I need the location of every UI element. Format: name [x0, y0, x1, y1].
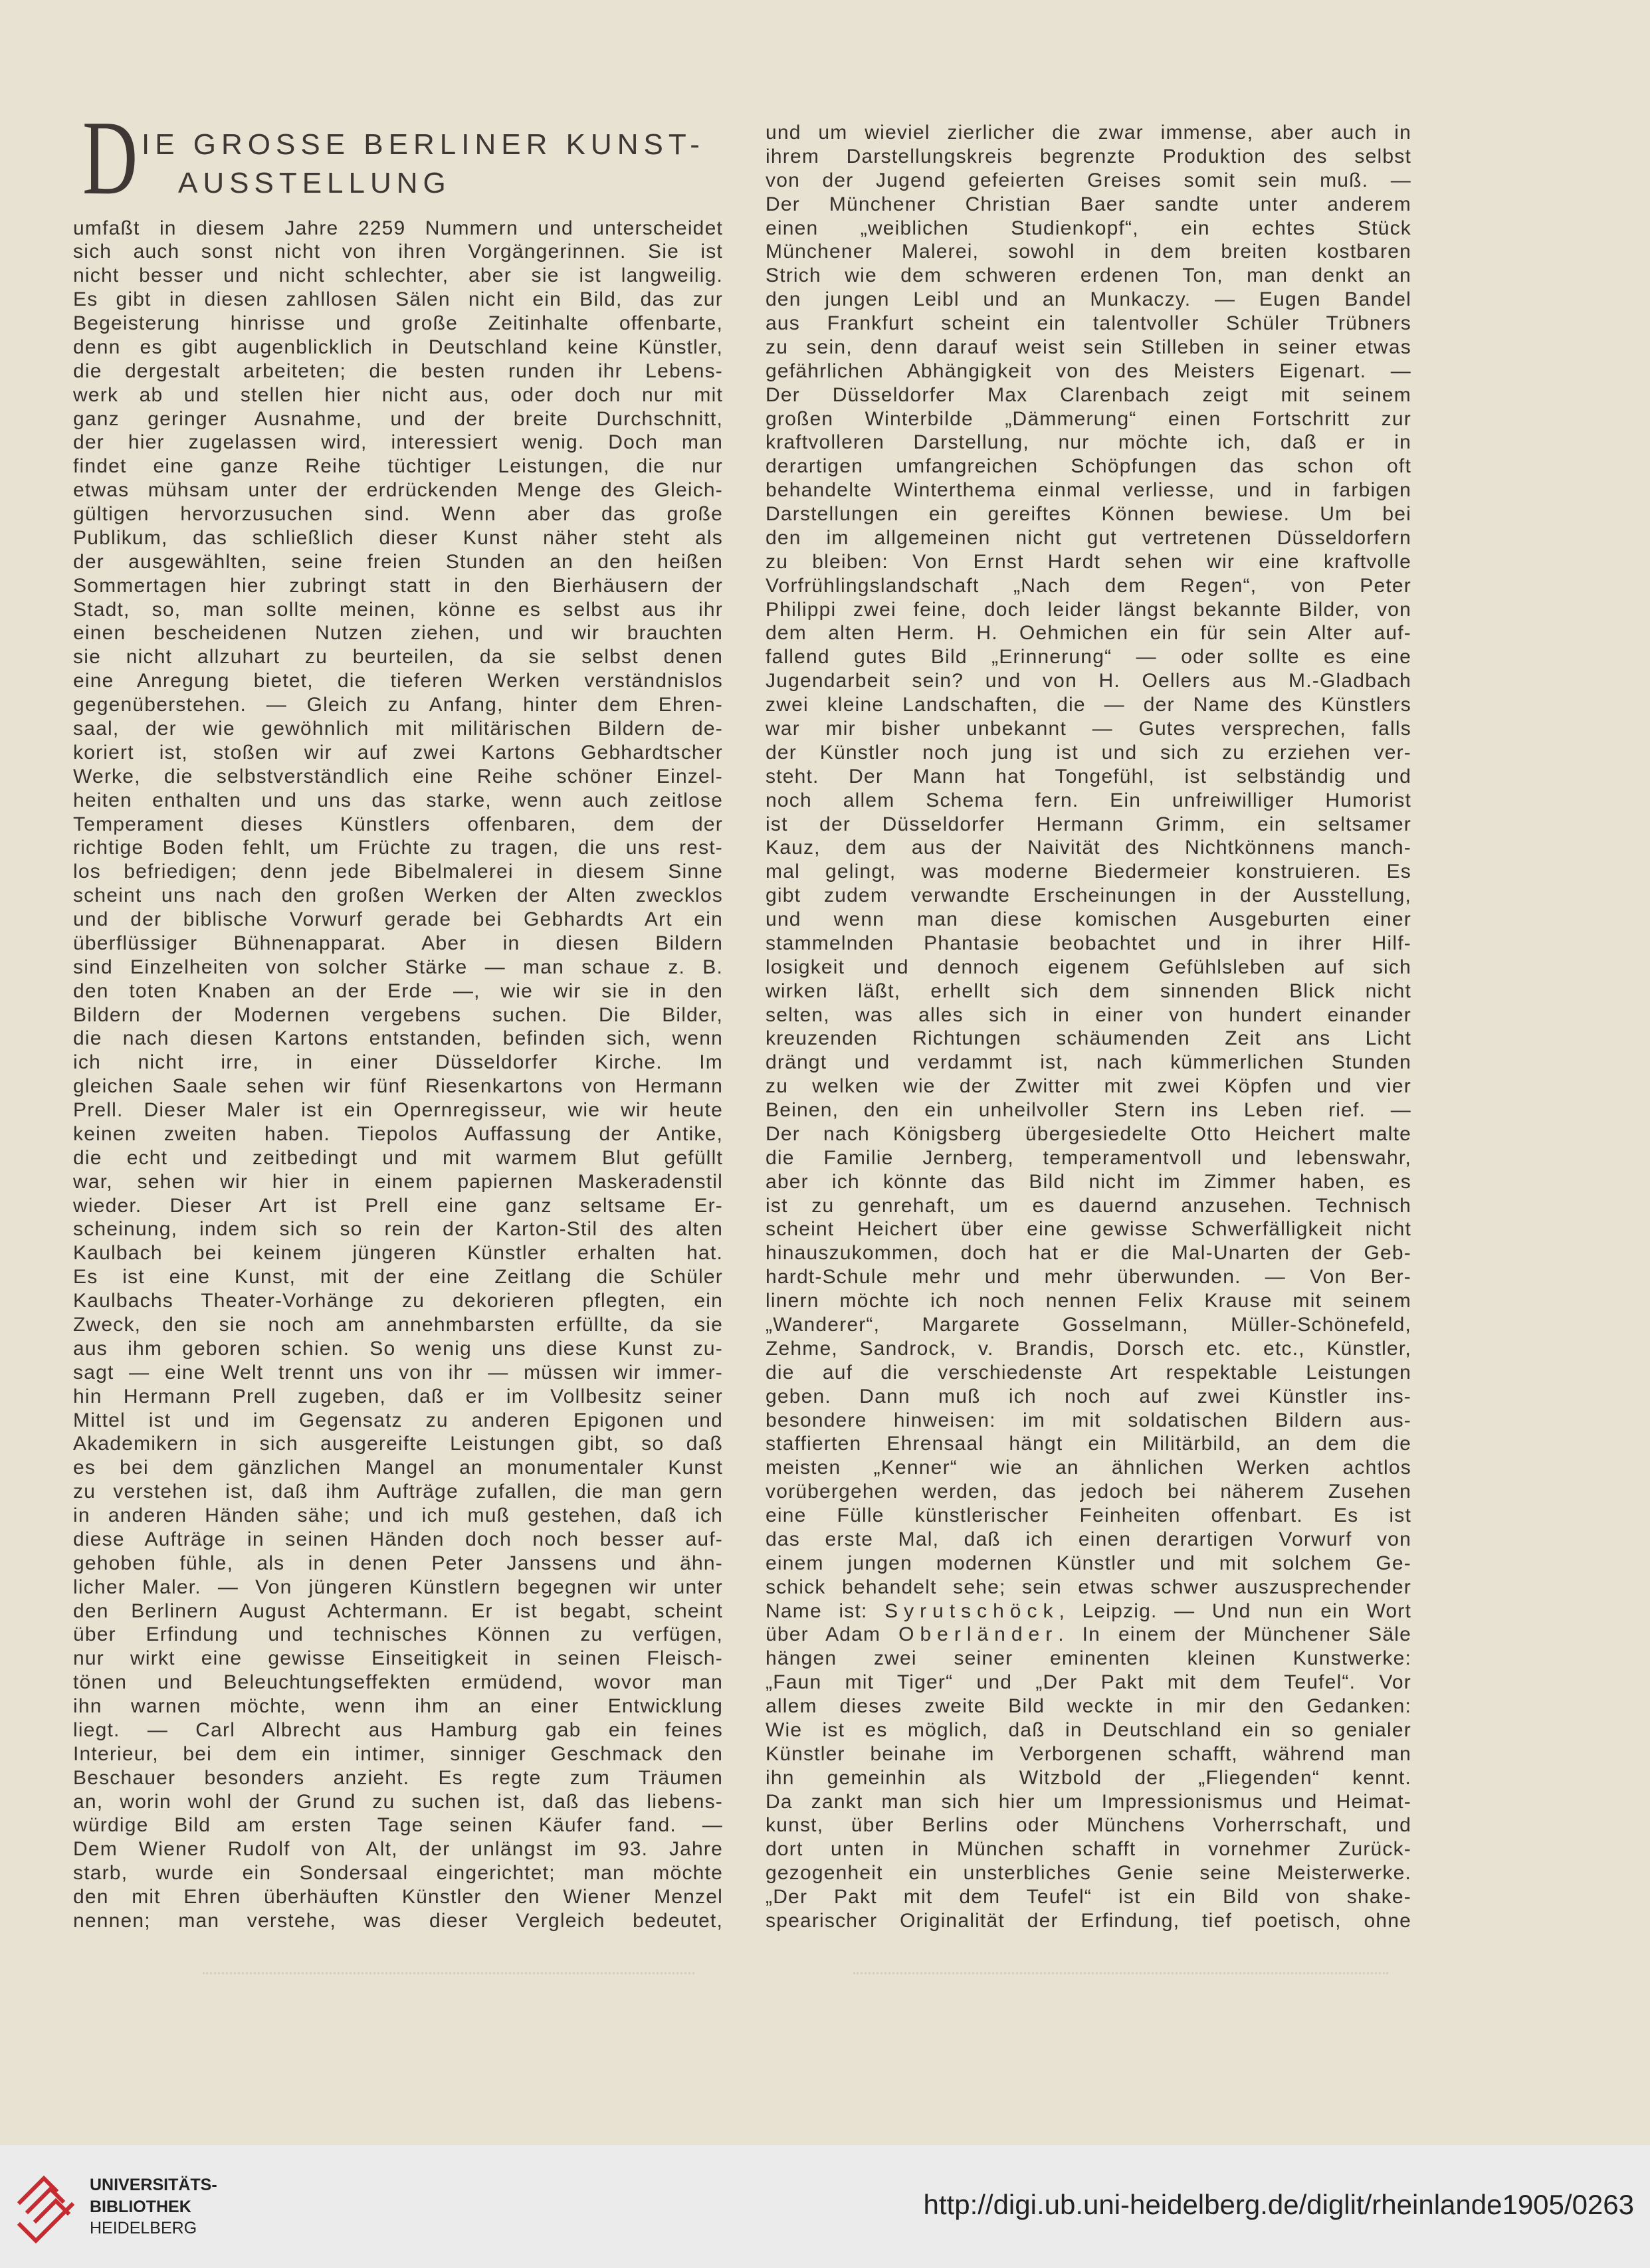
text-line [766, 1623, 1411, 1647]
text-line: Strich wie dem schweren erdenen Ton, man denkt an [766, 264, 1411, 287]
text-line: Da zankt man sich hier um Impressionismus und Heimat- [766, 1790, 1411, 1813]
text-line: über Erfindung und technisches Können zu verfügen, [73, 1623, 723, 1646]
library-name-line: HEIDELBERG [90, 2219, 197, 2237]
text-line: an, worin wohl der Grund zu suchen ist, daß das liebens- [73, 1790, 723, 1813]
text-segment: . In einem der Münchener Säle [1058, 1623, 1411, 1646]
text-line: Münchener Malerei, sowohl in dem breiten kostbaren [766, 241, 1411, 263]
text-line: gültigen hervorzusuchen sind. Wenn aber das große [73, 503, 723, 526]
text-segment: über Adam [766, 1623, 899, 1646]
text-line: die Familie Jernberg, temperamentvoll und lebenswahr, [766, 1146, 1411, 1169]
text-line: richtige Boden fehlt, um Früchte zu tragen, die uns rest- [73, 837, 723, 859]
text-line: aus Frankfurt scheint ein talentvoller Schüler Trübners [766, 312, 1411, 335]
text-line: Beschauer besonders anzieht. Es regte zum Träumen [73, 1766, 723, 1789]
text-line: Stadt, so, man sollte meinen, könne es selbst aus ihr [73, 598, 723, 621]
text-line: allem dieses zweite Bild weckte in mir den Gedanken: [766, 1695, 1411, 1718]
text-line: licher Maler. — Von jüngeren Künstlern begegnen wir unter [73, 1576, 723, 1598]
text-line: findet eine ganze Reihe tüchtiger Leistungen, die nur [73, 455, 723, 478]
text-line: Künstler beinahe im Verborgenen schafft, während man [766, 1742, 1411, 1765]
text-line: den jungen Leibl und an Munkaczy. — Eugen Bandel [766, 288, 1411, 311]
text-line: keinen zweiten haben. Tiepolos Auffassung der Antike, [73, 1122, 723, 1145]
text-line: gefährlichen Abhängigkeit von des Meisters Eigenart. — [766, 360, 1411, 382]
library-name [90, 2174, 217, 2239]
text-line: zu welken wie der Zwitter mit zwei Köpfen und vier [766, 1075, 1411, 1098]
text-line: Kaulbach bei keinem jüngeren Künstler erhalten hat. [73, 1242, 723, 1265]
text-segment: Name ist: [766, 1599, 885, 1622]
text-line: saal, der wie gewöhnlich mit militärischen Bildern de- [73, 717, 723, 740]
text-line: und der biblische Vorwurf gerade bei Gebhardts Art ein [73, 908, 723, 931]
right-text-column [766, 121, 1411, 1935]
library-name-line: BIBLIOTHEK [90, 2197, 191, 2216]
text-line [766, 1599, 1411, 1623]
text-line: dem alten Herm. H. Oehmichen ein für sein Alter auf- [766, 622, 1411, 645]
article-title-line-2: AUSSTELLUNG [178, 167, 451, 199]
text-line: selten, was alles sich in einer von hundert einander [766, 1003, 1411, 1026]
text-line: einem jungen modernen Künstler und mit solchem Ge- [766, 1552, 1411, 1574]
text-line: zu verstehen ist, daß ihm Aufträge zufallen, die man gern [73, 1481, 723, 1503]
text-line: koriert ist, stoßen wir auf zwei Kartons Gebhardtscher [73, 741, 723, 764]
text-line: scheinung, indem sich so rein der Karton-Stil des alten [73, 1218, 723, 1241]
text-line: meisten „Kenner“ wie an ähnlichen Werken achtlos [766, 1457, 1411, 1479]
text-line: die auf die verschiedenste Art respektable Leistungen [766, 1361, 1411, 1384]
text-line: Zehme, Sandrock, v. Brandis, Dorsch etc. etc., Künstler, [766, 1337, 1411, 1360]
text-line: überflüssiger Bühnenapparat. Aber in diesen Bildern [73, 932, 723, 954]
permalink-url[interactable]: http://digi.ub.uni-heidelberg.de/diglit/rheinlande1905/0263 [923, 2189, 1634, 2220]
text-line: geben. Dann muß ich noch auf zwei Künstler ins- [766, 1385, 1411, 1407]
text-line: war, sehen wir hier in einem papiernen Maskeradenstil [73, 1170, 723, 1193]
emphasized-name: Syrutschöck [884, 1599, 1059, 1622]
text-line: sich auch sonst nicht von ihren Vorgängerinnen. Sie ist [73, 241, 723, 263]
text-line: aber ich könnte das Bild nicht im Zimmer haben, es [766, 1170, 1411, 1193]
text-line: denn es gibt augenblicklich in Deutschland keine Künstler, [73, 336, 723, 358]
text-segment: , Leipzig. — Und nun ein Wort [1059, 1599, 1411, 1622]
text-line: und um wieviel zierlicher die zwar immense, aber auch in [766, 122, 1411, 144]
text-line: den im allgemeinen nicht gut vertretenen Düsseldorfern [766, 526, 1411, 549]
text-line: los befriedigen; denn jede Bibelmalerei in diesem Sinne [73, 861, 723, 883]
text-line: den toten Knaben an der Erde —, wie wir sie in den [73, 979, 723, 1002]
text-line: losigkeit und dennoch eigenem Gefühlsleben auf sich [766, 956, 1411, 978]
text-line: das erste Mal, daß ich einen derartigen Vorwurf von [766, 1528, 1411, 1550]
text-line: Prell. Dieser Maler ist ein Opernregisseur, wie wir heute [73, 1099, 723, 1122]
text-line: eine Anregung bietet, die tieferen Werken verständnislos [73, 670, 723, 692]
text-line: würdige Bild am ersten Tage seinen Käufer fand. — [73, 1814, 723, 1837]
text-line: diese Aufträge in seinen Händen doch noch besser auf- [73, 1528, 723, 1550]
text-line: Vorfrühlingslandschaft „Nach dem Regen“, von Peter [766, 574, 1411, 597]
text-line: großen Winterbilde „Dämmerung“ einen Fortschritt zur [766, 407, 1411, 430]
text-line: spearischer Originalität der Erfindung, tief poetisch, ohne [766, 1910, 1411, 1932]
text-line: fallend gutes Bild „Erinnerung“ — oder sollte es eine [766, 646, 1411, 669]
text-line: Wie ist es möglich, daß in Deutschland ein so genialer [766, 1718, 1411, 1741]
text-line: gegenüberstehen. — Gleich zu Anfang, hinter dem Ehren- [73, 694, 723, 716]
text-line: gehoben fühle, als in denen Peter Janssens und ähn- [73, 1552, 723, 1574]
text-line: Akademikern in sich ausgereifte Leistungen gibt, so daß [73, 1433, 723, 1455]
text-line: Mittel ist und im Gegensatz zu anderen Epigonen und [73, 1409, 723, 1431]
article-title-line-1: IE GROSSE BERLINER KUNST- [142, 128, 705, 161]
text-line: Kaulbachs Theater-Vorhänge zu dekorieren pflegten, ein [73, 1290, 723, 1312]
text-line: scheint uns nach den großen Werken der Alten zwecklos [73, 884, 723, 907]
text-line: hin Hermann Prell zugeben, daß er im Vollbesitz seiner [73, 1385, 723, 1407]
text-line: hinauszukommen, doch hat er die Mal-Unarten der Geb- [766, 1242, 1411, 1265]
text-line: Der Düsseldorfer Max Clarenbach zeigt mit seinem [766, 383, 1411, 406]
text-line: „Der Pakt mit dem Teufel“ ist ein Bild von shake- [766, 1886, 1411, 1908]
ub-heidelberg-logo-icon [15, 2165, 76, 2247]
text-line: kreuzenden Richtungen schäumenden Zeit ans Licht [766, 1027, 1411, 1050]
text-line: steht. Der Mann hat Tongefühl, ist selbständig und [766, 765, 1411, 787]
text-line: mal gelingt, was moderne Biedermeier konstruieren. Es [766, 861, 1411, 883]
text-line: linern möchte ich noch nennen Felix Krause mit seinem [766, 1290, 1411, 1312]
text-line: Jugendarbeit sein? und von H. Oellers aus M.-Gladbach [766, 670, 1411, 692]
text-line: ihn gemeinhin als Witzbold der „Fliegenden“ kennt. [766, 1766, 1411, 1789]
text-line: staffierten Ehrensaal hängt ein Militärbild, an dem die [766, 1433, 1411, 1455]
left-text-column [73, 217, 723, 1938]
text-line: „Wanderer“, Margarete Gosselmann, Müller-Schönefeld, [766, 1314, 1411, 1336]
text-line: der hier zugelassen wird, interessiert wenig. Doch man [73, 431, 723, 454]
text-line: ist zu genrehaft, um es dauernd anzusehen. Technisch [766, 1194, 1411, 1217]
text-line: in anderen Händen sähe; und ich muß gestehen, daß ich [73, 1504, 723, 1527]
text-line: aus ihm geboren schien. So wenig uns diese Kunst zu- [73, 1337, 723, 1360]
text-line: nennen; man verstehe, was dieser Vergleich bedeutet, [73, 1909, 723, 1932]
text-line: die dergestalt arbeiteten; die besten runden ihr Lebens- [73, 360, 723, 382]
text-line: liegt. — Carl Albrecht aus Hamburg gab ein feines [73, 1718, 723, 1741]
text-line: „Faun mit Tiger“ und „Der Pakt mit dem Teufel“. Vor [766, 1671, 1411, 1694]
text-line: zwei kleine Landschaften, die — der Name des Künstlers [766, 694, 1411, 716]
emphasized-name: Oberländer [898, 1623, 1059, 1646]
text-line: sagt — eine Welt trennt uns von ihr — müssen wir immer- [73, 1361, 723, 1384]
text-line: Dem Wiener Rudolf von Alt, der unlängst im 93. Jahre [73, 1838, 723, 1861]
text-line: den Berlinern August Achtermann. Er ist begabt, scheint [73, 1599, 723, 1622]
drop-cap: D [82, 98, 138, 217]
text-line: schick behandelt sehe; sein etwas schwer auszusprechender [766, 1576, 1411, 1598]
text-line: werk ab und stellen hier nicht aus, oder doch nur mit [73, 383, 723, 406]
text-line: Bildern der Modernen vergebens suchen. Die Bilder, [73, 1003, 723, 1026]
text-line: wirken läßt, erhellt sich dem sinnenden Blick nicht [766, 979, 1411, 1002]
text-line: besondere hinweisen: im mit soldatischen Bildern aus- [766, 1409, 1411, 1431]
text-line: Interieur, bei dem ein intimer, sinniger Geschmack den [73, 1742, 723, 1765]
text-line: Kauz, dem aus der Naivität des Nichtkönnens manch- [766, 837, 1411, 859]
text-line: ganz geringer Ausnahme, und der breite Durchschnitt, [73, 407, 723, 430]
text-line: behandelte Winterthema einmal verliesse, und in farbigen [766, 479, 1411, 502]
text-line: kraftvolleren Darstellung, nur möchte ich, daß er in [766, 431, 1411, 454]
text-line: hängen zwei seiner eminenten kleinen Kunstwerke: [766, 1647, 1411, 1670]
text-line: Publikum, das schließlich dieser Kunst näher steht als [73, 526, 723, 549]
text-line: sie nicht allzuhart zu beurteilen, da sie selbst denen [73, 646, 723, 669]
text-line: Es gibt in diesen zahllosen Sälen nicht ein Bild, das zur [73, 288, 723, 311]
text-line: kunst, über Berlins oder Münchens Vorherrschaft, und [766, 1814, 1411, 1837]
library-footer [0, 2145, 1650, 2268]
text-line: Es ist eine Kunst, mit der eine Zeitlang die Schüler [73, 1266, 723, 1289]
text-line: es bei dem gänzlichen Mangel an monumentaler Kunst [73, 1457, 723, 1479]
text-line: Beinen, den ein unheilvoller Stern ins Leben rief. — [766, 1099, 1411, 1122]
text-line: gleichen Saale sehen wir fünf Riesenkartons von Hermann [73, 1075, 723, 1098]
text-line: drängt und verdammt ist, nach kümmerlichen Stunden [766, 1051, 1411, 1074]
text-line: gibt zudem verwandte Erscheinungen in der Ausstellung, [766, 884, 1411, 907]
bleed-through-marks [853, 1972, 1388, 1974]
text-line: Begeisterung hinrisse und große Zeitinhalte offenbarte, [73, 312, 723, 335]
text-line: stammelnden Phantasie beobachtet und in ihrer Hilf- [766, 932, 1411, 954]
text-line: Der Münchener Christian Baer sandte unter anderem [766, 193, 1411, 215]
text-line: heiten enthalten und uns das starke, wenn auch zeitlose [73, 789, 723, 811]
text-line: eine Fülle künstlerischer Feinheiten offenbart. Es ist [766, 1504, 1411, 1527]
text-line: Philippi zwei feine, doch leider längst bekannte Bilder, von [766, 598, 1411, 621]
text-line: der Künstler noch jung ist und sich zu erziehen ver- [766, 741, 1411, 764]
text-line: nicht besser und nicht schlechter, aber sie ist langweilig. [73, 264, 723, 287]
text-line: derartigen umfangreichen Schöpfungen das schon oft [766, 455, 1411, 478]
text-line: gezogenheit ein unsterbliches Genie seine Meisterwerke. [766, 1862, 1411, 1885]
text-line: umfaßt in diesem Jahre 2259 Nummern und unterscheidet [73, 217, 723, 239]
text-line: zu bleiben: Von Ernst Hardt sehen wir eine kraftvolle [766, 550, 1411, 573]
text-line: ihn warnen möchte, wenn ihm an einer Entwicklung [73, 1695, 723, 1718]
text-line: einen „weiblichen Studienkopf“, ein echtes Stück [766, 217, 1411, 239]
text-line: Sommertagen hier zubringt statt in den Bierhäusern der [73, 574, 723, 597]
text-line: Werke, die selbstverständlich eine Reihe schöner Einzel- [73, 765, 723, 787]
text-line: war mir bisher unbekannt — Gutes versprechen, falls [766, 718, 1411, 740]
text-line: Darstellungen ein gereiftes Können bewiese. Um bei [766, 503, 1411, 526]
text-line: die echt und zeitbedingt und mit warmem Blut gefüllt [73, 1146, 723, 1169]
text-line: nur wirkt eine gewisse Einseitigkeit in seinen Fleisch- [73, 1647, 723, 1670]
text-line: wieder. Dieser Art ist Prell eine ganz seltsame Er- [73, 1194, 723, 1217]
text-line: der ausgewählten, seine freien Stunden an den heißen [73, 550, 723, 573]
text-line: Der nach Königsberg übergesiedelte Otto Heichert malte [766, 1122, 1411, 1145]
text-line: starb, wurde ein Sondersaal eingerichtet; man möchte [73, 1862, 723, 1885]
text-line: etwas mühsam unter der erdrückenden Menge des Gleich- [73, 479, 723, 502]
text-line: ist der Düsseldorfer Hermann Grimm, ein seltsamer [766, 813, 1411, 835]
text-line: und wenn man diese komischen Ausgeburten einer [766, 908, 1411, 931]
text-line: ihrem Darstellungskreis begrenzte Produktion des selbst [766, 145, 1411, 167]
library-name-line: UNIVERSITÄTS- [90, 2176, 217, 2194]
text-line: zu sein, denn darauf weist sein Stilleben in seiner etwas [766, 336, 1411, 358]
text-line: dort unten in München schafft in vornehmer Zurück- [766, 1838, 1411, 1861]
text-line: sind Einzelheiten von solcher Stärke — man schaue z. B. [73, 956, 723, 978]
text-line: noch allem Schema fern. Ein unfreiwilliger Humorist [766, 789, 1411, 811]
text-line: hardt-Schule mehr und mehr überwunden. — Von Ber- [766, 1266, 1411, 1289]
text-line: den mit Ehren überhäuften Künstler den Wiener Menzel [73, 1886, 723, 1908]
text-line: Temperament dieses Künstlers offenbaren, dem der [73, 813, 723, 835]
text-line: tönen und Beleuchtungseffekten ermüdend, wovor man [73, 1671, 723, 1694]
text-line: die nach diesen Kartons entstanden, befinden sich, wenn [73, 1027, 723, 1050]
bleed-through-marks [203, 1972, 694, 1974]
text-line: ich nicht irre, in einer Düsseldorfer Kirche. Im [73, 1051, 723, 1074]
text-line: scheint Heichert über eine gewisse Schwerfälligkeit nicht [766, 1218, 1411, 1241]
text-line: einen bescheidenen Nutzen ziehen, und wir brauchten [73, 622, 723, 645]
text-line: von der Jugend gefeierten Greises somit sein muß. — [766, 169, 1411, 191]
text-line: vorübergehen werden, das jedoch bei näherem Zusehen [766, 1481, 1411, 1503]
text-line: Zweck, den sie noch am annehmbarsten erfüllte, da sie [73, 1313, 723, 1336]
